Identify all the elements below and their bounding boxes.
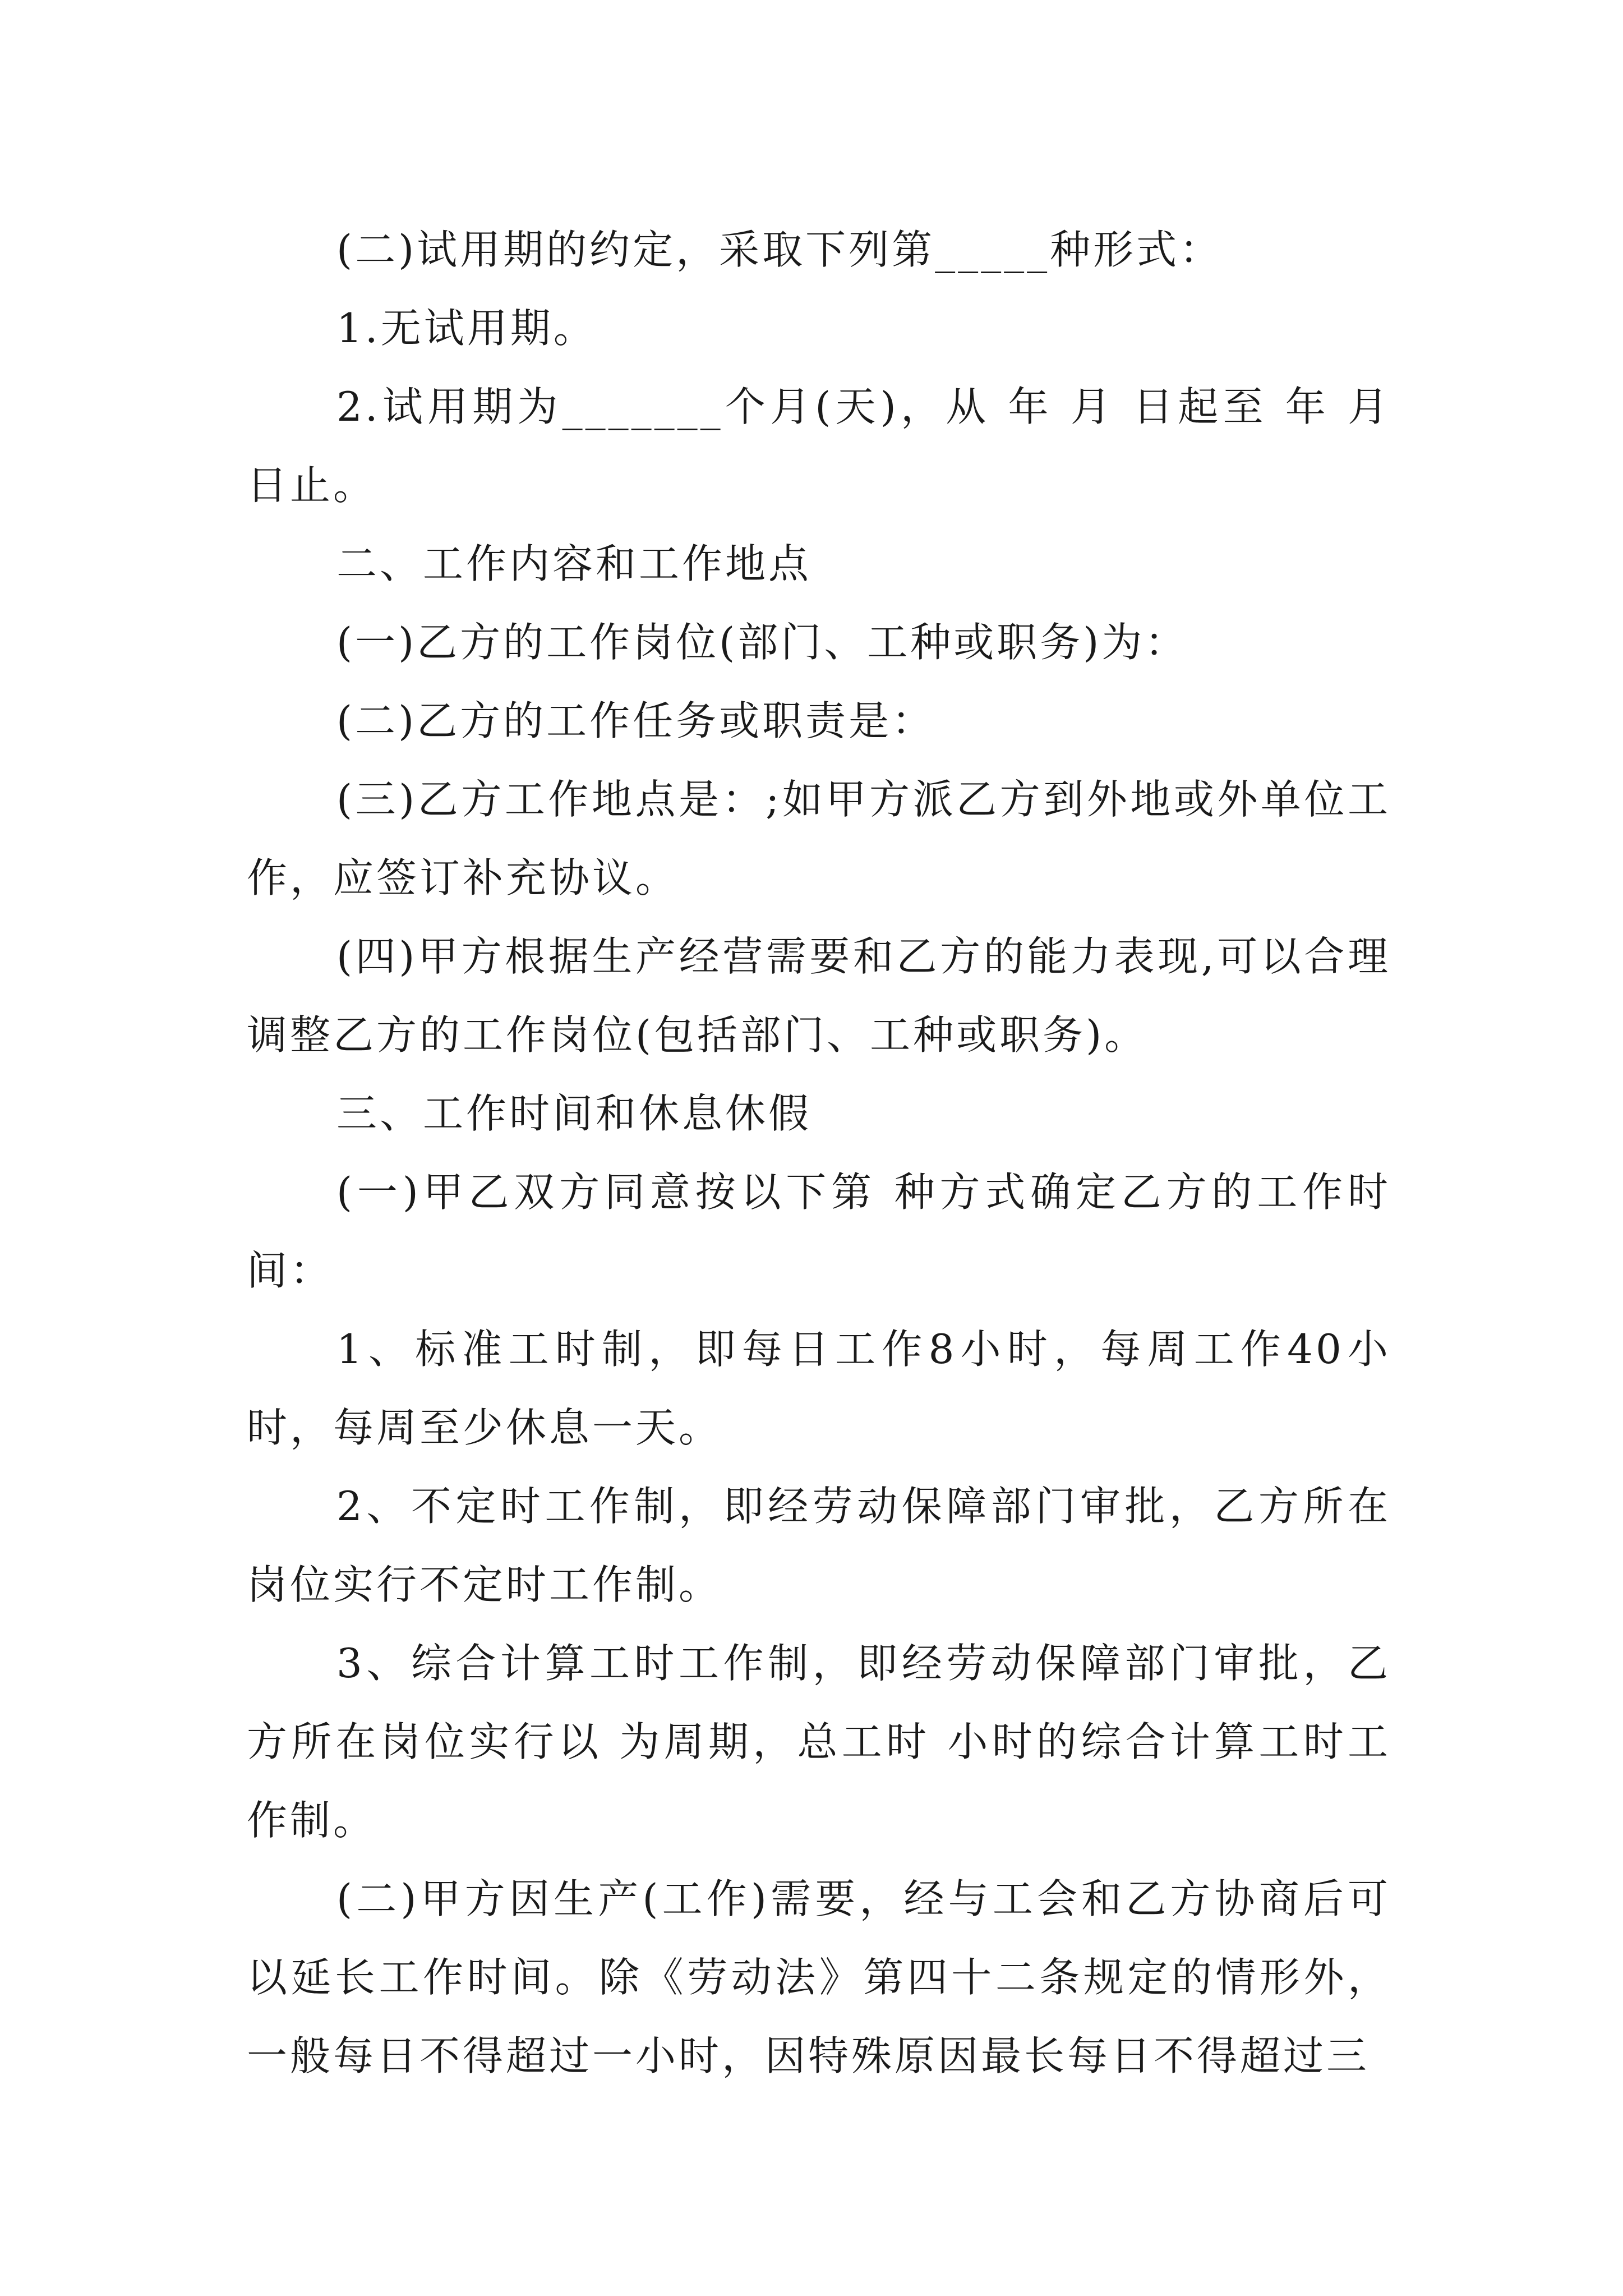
paragraph-overtime: (二)甲方因生产(工作)需要，经与工会和乙方协商后可以延长工作时间。除《劳动法》第四十二条规定的情形外，一般每日不得超过一小时，因特殊原因最长每日不得超过三 [247,1875,1391,2079]
paragraph-comprehensive-hours: 3、综合计算工时工作制，即经劳动保障部门审批，乙方所在岗位实行以 为周期，总工时 小时的综合计算工时工作制。 [247,1640,1391,1844]
paragraph-position-adjustment: (四)甲方根据生产经营需要和乙方的能力表现,可以合理调整乙方的工作岗位(包括部门、工种或职务)。 [247,933,1391,1059]
paragraph-standard-hours: 1、标准工时制，即每日工作8小时，每周工作40小时，每周至少休息一天。 [247,1326,1391,1451]
paragraph-probation-period: 2.试用期为_______个月(天)，从 年 月 日起至 年 月日止。 [247,383,1391,509]
paragraph-job-position: (一)乙方的工作岗位(部门、工种或职务)为： [336,619,1188,666]
paragraph-hours-method: (一)甲乙双方同意按以下第 种方式确定乙方的工作时间： [247,1168,1391,1294]
paragraph-work-location: (三)乙方工作地点是：;如甲方派乙方到外地或外单位工作，应签订补充协议。 [247,776,1391,901]
paragraph-probation-form: (二)试用期的约定，采取下列第_____种形式： [336,226,1223,273]
section-heading-work-hours: 三、工作时间和休息休假 [336,1090,812,1137]
paragraph-no-probation: 1.无试用期。 [336,305,597,352]
section-heading-work-content: 二、工作内容和工作地点 [336,540,812,587]
paragraph-job-duties: (二)乙方的工作任务或职责是： [336,697,935,744]
paragraph-flexible-hours: 2、不定时工作制，即经劳动保障部门审批，乙方所在岗位实行不定时工作制。 [247,1483,1391,1608]
document-body [247,210,1391,2095]
